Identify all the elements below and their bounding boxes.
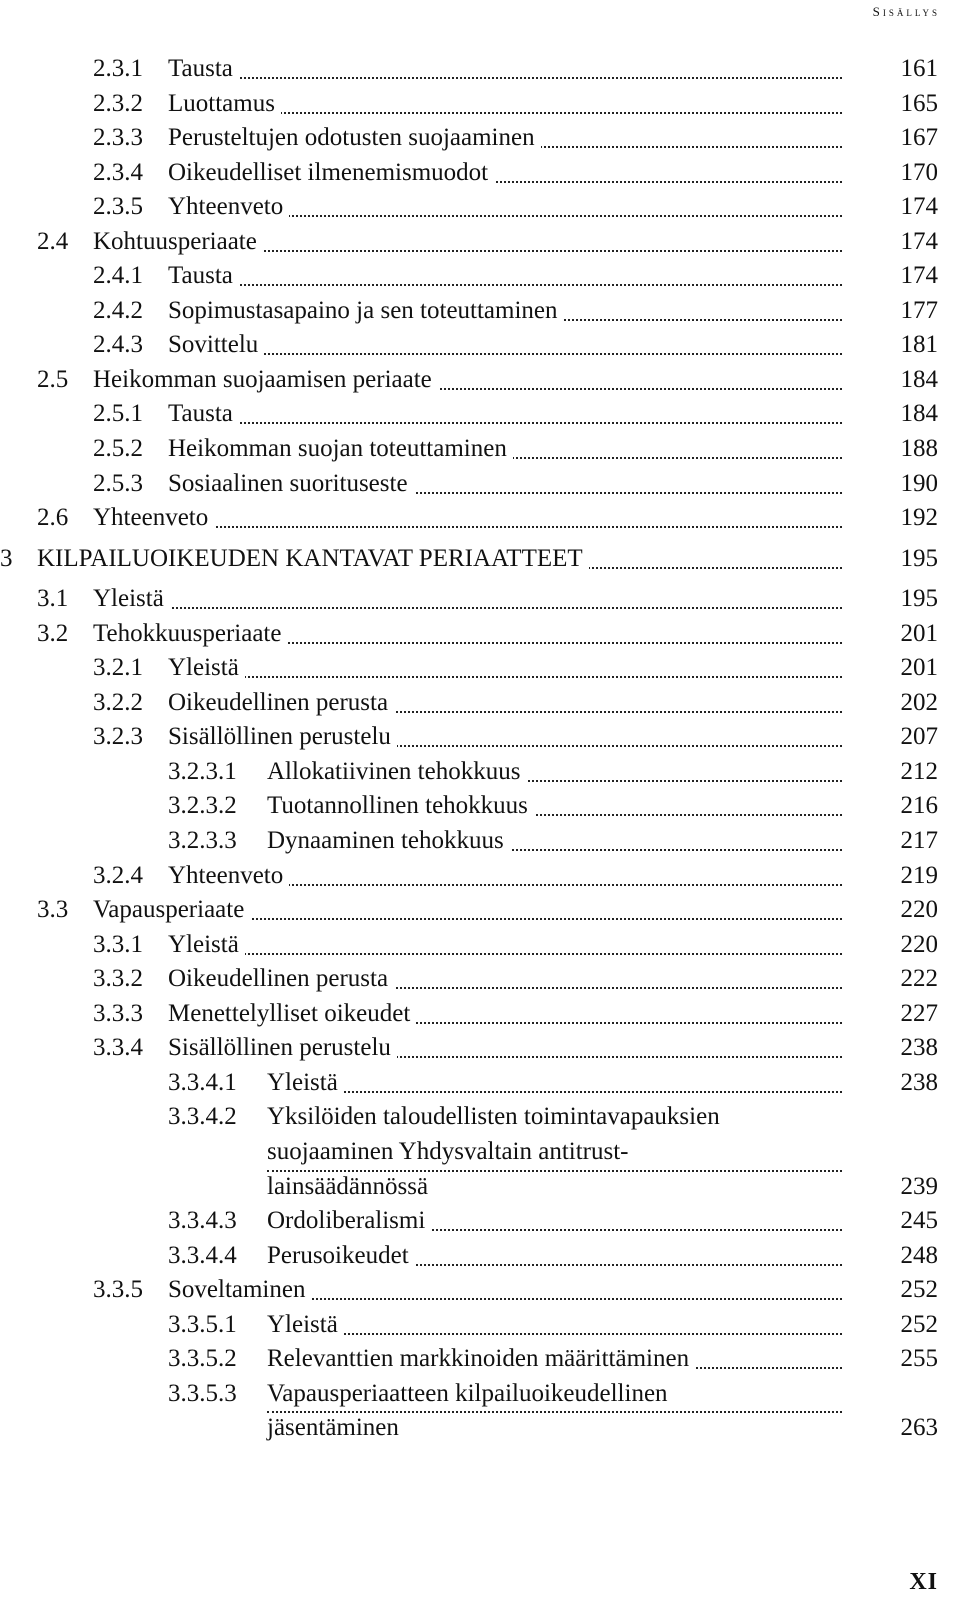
toc-entry-page: 238 bbox=[900, 1034, 938, 1062]
toc-entry bbox=[0, 582, 960, 617]
toc-entry-title: Perusteltujen odotusten suojaaminen bbox=[168, 121, 541, 156]
toc-entry-page: 202 bbox=[900, 688, 938, 716]
toc-entry-number: 2.5.2 bbox=[93, 435, 143, 463]
toc-entry-title-line: Vapausperiaatteen kilpailuoikeudellinen bbox=[267, 1379, 668, 1407]
toc-entry bbox=[0, 1342, 960, 1377]
toc-entry-title bbox=[267, 1100, 960, 1204]
toc-entry bbox=[0, 363, 960, 398]
toc-entry-title: Yleistä bbox=[267, 1066, 344, 1101]
toc-entry-page: 220 bbox=[900, 896, 938, 924]
toc-entry-page: 167 bbox=[900, 124, 938, 152]
dot-leader bbox=[168, 953, 842, 955]
toc-entry-number: 3.1 bbox=[37, 585, 69, 613]
toc-entry-number: 3.2.3 bbox=[93, 723, 143, 751]
toc-entry bbox=[0, 789, 960, 824]
toc-entry-number: 3.3.5.2 bbox=[168, 1345, 237, 1373]
toc-entry bbox=[0, 617, 960, 652]
running-header: Sisällys bbox=[872, 4, 940, 19]
toc-entry-number: 2.3.2 bbox=[93, 89, 143, 117]
toc-entry bbox=[0, 156, 960, 191]
toc-entry-title: Sovittelu bbox=[168, 328, 264, 363]
toc-entry-page: 161 bbox=[900, 55, 938, 82]
page-number: XI bbox=[909, 1569, 938, 1595]
toc-entry-title: Tausta bbox=[168, 52, 239, 87]
toc-entry-title-line: Yksilöiden taloudellisten toimintavapauksien bbox=[267, 1103, 720, 1131]
toc-entry-title: Sisällöllinen perustelu bbox=[168, 1031, 397, 1066]
toc-entry bbox=[0, 720, 960, 755]
toc-entry-title: Yhteenveto bbox=[168, 190, 289, 225]
toc-entry-number: 3.3.4.1 bbox=[168, 1068, 237, 1096]
toc-entry-page: 190 bbox=[900, 469, 938, 497]
toc-entry-title: Oikeudelliset ilmenemismuodot bbox=[168, 156, 494, 191]
toc-entry-page: 181 bbox=[900, 331, 938, 359]
toc-entry-number: 3.3.3 bbox=[93, 999, 143, 1027]
toc-entry-title: Vapausperiaate bbox=[93, 893, 250, 928]
toc-entry-title-line: suojaaminen Yhdysvaltain antitrust- bbox=[267, 1137, 629, 1165]
toc-entry-number: 2.3.1 bbox=[93, 55, 143, 82]
toc-entry bbox=[0, 893, 960, 928]
toc-entry-title: Allokatiivinen tehokkuus bbox=[267, 755, 526, 790]
toc-entry-page: 184 bbox=[900, 365, 938, 393]
dot-leader bbox=[267, 1411, 842, 1413]
toc-entry-page: 207 bbox=[900, 723, 938, 751]
toc-entry bbox=[0, 225, 960, 260]
toc-entry-number: 2.6 bbox=[37, 504, 69, 532]
toc-entry bbox=[0, 962, 960, 997]
toc-entry-title: Tausta bbox=[168, 259, 239, 294]
toc-entry-title: Yhteenveto bbox=[93, 501, 214, 536]
toc-entry bbox=[0, 1239, 960, 1274]
toc-entry-title: Kohtuusperiaate bbox=[93, 225, 263, 260]
toc-entry bbox=[0, 859, 960, 894]
toc-entry-page: 219 bbox=[900, 861, 938, 889]
toc-entry bbox=[0, 1204, 960, 1239]
toc-entry-page: 222 bbox=[900, 965, 938, 993]
toc-entry bbox=[0, 52, 960, 87]
toc-entry bbox=[0, 87, 960, 122]
toc-entry-number: 2.4.2 bbox=[93, 296, 143, 324]
toc-entry bbox=[0, 824, 960, 859]
toc-entry-page: 165 bbox=[900, 89, 938, 117]
toc-entry-page: 238 bbox=[900, 1068, 938, 1096]
toc-entry-title: Yleistä bbox=[168, 651, 245, 686]
toc-entry-title: Dynaaminen tehokkuus bbox=[267, 824, 510, 859]
toc-entry-number: 3.3.5.1 bbox=[168, 1310, 237, 1338]
toc-entry-number: 3.3.5.3 bbox=[168, 1379, 237, 1407]
toc-entry-title: Sosiaalinen suorituseste bbox=[168, 467, 414, 502]
toc-entry-number: 3.2.4 bbox=[93, 861, 143, 889]
toc-entry bbox=[0, 1031, 960, 1066]
toc-entry-number: 3.2.3.3 bbox=[168, 827, 237, 855]
dot-leader bbox=[168, 676, 842, 678]
toc-entry-title: Luottamus bbox=[168, 87, 281, 122]
dot-leader bbox=[168, 353, 842, 355]
toc-entry-title: Tuotannollinen tehokkuus bbox=[267, 789, 534, 824]
toc-entry-title: Heikomman suojan toteuttaminen bbox=[168, 432, 513, 467]
toc-entry-page: 217 bbox=[900, 827, 938, 855]
toc-entry-title: Sisällöllinen perustelu bbox=[168, 720, 397, 755]
toc-entry-page: 177 bbox=[900, 296, 938, 324]
toc-entry-page: 248 bbox=[900, 1241, 938, 1269]
toc-entry-number: 3.3.2 bbox=[93, 965, 143, 993]
toc-entry-page: 245 bbox=[900, 1207, 938, 1235]
toc-entry bbox=[0, 397, 960, 432]
toc-entry-title: Sopimustasapaino ja sen toteuttaminen bbox=[168, 294, 564, 329]
toc-entry-page: 201 bbox=[900, 654, 938, 682]
dot-leader bbox=[267, 1170, 842, 1172]
toc-entry-page: 195 bbox=[900, 585, 938, 613]
toc-entry-number: 2.3.4 bbox=[93, 158, 143, 186]
toc-entry-title: Yleistä bbox=[93, 582, 170, 617]
toc-entry-title: Heikomman suojaamisen periaate bbox=[93, 363, 438, 398]
toc-entry-title: Yleistä bbox=[168, 928, 245, 963]
toc-entry-page: 252 bbox=[900, 1310, 938, 1338]
toc-entry-number: 2.3.3 bbox=[93, 124, 143, 152]
toc-entry bbox=[0, 190, 960, 225]
toc-entry bbox=[0, 259, 960, 294]
toc-entry-page: 192 bbox=[900, 504, 938, 532]
toc-entry-number: 3.3 bbox=[37, 896, 69, 924]
toc-entry bbox=[0, 121, 960, 156]
toc-entry-title: Yhteenveto bbox=[168, 859, 289, 894]
toc-entry bbox=[0, 1273, 960, 1308]
dot-leader bbox=[168, 422, 842, 424]
toc-entry-page: 252 bbox=[900, 1276, 938, 1304]
toc-entry bbox=[0, 328, 960, 363]
toc-entry-number: 3.3.4 bbox=[93, 1034, 143, 1062]
toc-entry-page: 174 bbox=[900, 262, 938, 290]
toc-entry-title: KILPAILUOIKEUDEN KANTAVAT PERIAATTEET bbox=[37, 542, 589, 577]
toc-entry bbox=[0, 1066, 960, 1101]
toc-entry-page: 239 bbox=[900, 1172, 938, 1200]
toc-entry-page: 212 bbox=[900, 757, 938, 785]
toc-entry-title: Oikeudellinen perusta bbox=[168, 962, 394, 997]
toc-entry-title-line: jäsentäminen bbox=[267, 1411, 405, 1446]
toc-entry bbox=[0, 928, 960, 963]
toc-entry bbox=[0, 1100, 960, 1204]
toc-entry bbox=[0, 294, 960, 329]
toc-entry-number: 2.5.1 bbox=[93, 400, 143, 428]
toc-entry-number: 3.3.4.4 bbox=[168, 1241, 237, 1269]
toc-entry-number: 3.3.4.2 bbox=[168, 1103, 237, 1131]
dot-leader bbox=[168, 284, 842, 286]
toc-entry bbox=[0, 651, 960, 686]
toc-entry-number: 3.2.3.2 bbox=[168, 792, 237, 820]
toc-entry-number: 3.2.2 bbox=[93, 688, 143, 716]
toc-entry-page: 174 bbox=[900, 227, 938, 255]
toc-entry bbox=[0, 1377, 960, 1446]
toc-entry-title bbox=[267, 1377, 960, 1446]
toc-entry-page: 184 bbox=[900, 400, 938, 428]
toc-entry-page: 220 bbox=[900, 930, 938, 958]
toc-entry-number: 2.3.5 bbox=[93, 193, 143, 221]
toc-entry-page: 255 bbox=[900, 1345, 938, 1373]
toc-entry-title: Oikeudellinen perusta bbox=[168, 686, 394, 721]
toc-entry-number: 2.4.3 bbox=[93, 331, 143, 359]
toc-entry bbox=[0, 686, 960, 721]
toc-entry-number: 3 bbox=[0, 544, 13, 572]
toc-entry-number: 3.2.3.1 bbox=[168, 757, 237, 785]
toc-entry bbox=[0, 467, 960, 502]
toc-entry-title: Menettelylliset oikeudet bbox=[168, 997, 416, 1032]
toc-entry-title: Yleistä bbox=[267, 1308, 344, 1343]
toc-entry-title: Relevanttien markkinoiden määrittäminen bbox=[267, 1342, 695, 1377]
toc-entry-page: 195 bbox=[900, 544, 938, 572]
toc-entry-page: 227 bbox=[900, 999, 938, 1027]
toc-entry-title-line: lainsäädännössä bbox=[267, 1170, 434, 1205]
toc-entry bbox=[0, 997, 960, 1032]
toc-entry-page: 216 bbox=[900, 792, 938, 820]
toc-entry-title: Perusoikeudet bbox=[267, 1239, 415, 1274]
toc-entry-number: 3.2 bbox=[37, 619, 69, 647]
toc-entry bbox=[0, 755, 960, 790]
toc-entry bbox=[0, 501, 960, 536]
toc-entry-number: 2.5.3 bbox=[93, 469, 143, 497]
toc-entry-number: 3.3.5 bbox=[93, 1276, 143, 1304]
toc-entry-number: 2.4 bbox=[37, 227, 69, 255]
toc-entry-number: 3.3.1 bbox=[93, 930, 143, 958]
table-of-contents bbox=[0, 52, 960, 1446]
toc-entry-page: 263 bbox=[900, 1414, 938, 1442]
toc-entry-title: Tehokkuusperiaate bbox=[93, 617, 287, 652]
toc-entry-number: 2.4.1 bbox=[93, 262, 143, 290]
dot-leader bbox=[267, 1091, 842, 1093]
toc-entry-number: 3.2.1 bbox=[93, 654, 143, 682]
dot-leader bbox=[93, 607, 842, 609]
toc-entry-number: 2.5 bbox=[37, 365, 69, 393]
toc-entry-page: 174 bbox=[900, 193, 938, 221]
dot-leader bbox=[168, 77, 842, 79]
toc-entry bbox=[0, 432, 960, 467]
toc-entry-title: Soveltaminen bbox=[168, 1273, 311, 1308]
toc-entry-page: 188 bbox=[900, 435, 938, 463]
toc-entry bbox=[0, 542, 960, 577]
toc-entry-title: Ordoliberalismi bbox=[267, 1204, 431, 1239]
toc-entry-number: 3.3.4.3 bbox=[168, 1207, 237, 1235]
toc-entry-title: Tausta bbox=[168, 397, 239, 432]
toc-entry bbox=[0, 1308, 960, 1343]
dot-leader bbox=[267, 1333, 842, 1335]
toc-entry-page: 170 bbox=[900, 158, 938, 186]
toc-entry-page: 201 bbox=[900, 619, 938, 647]
